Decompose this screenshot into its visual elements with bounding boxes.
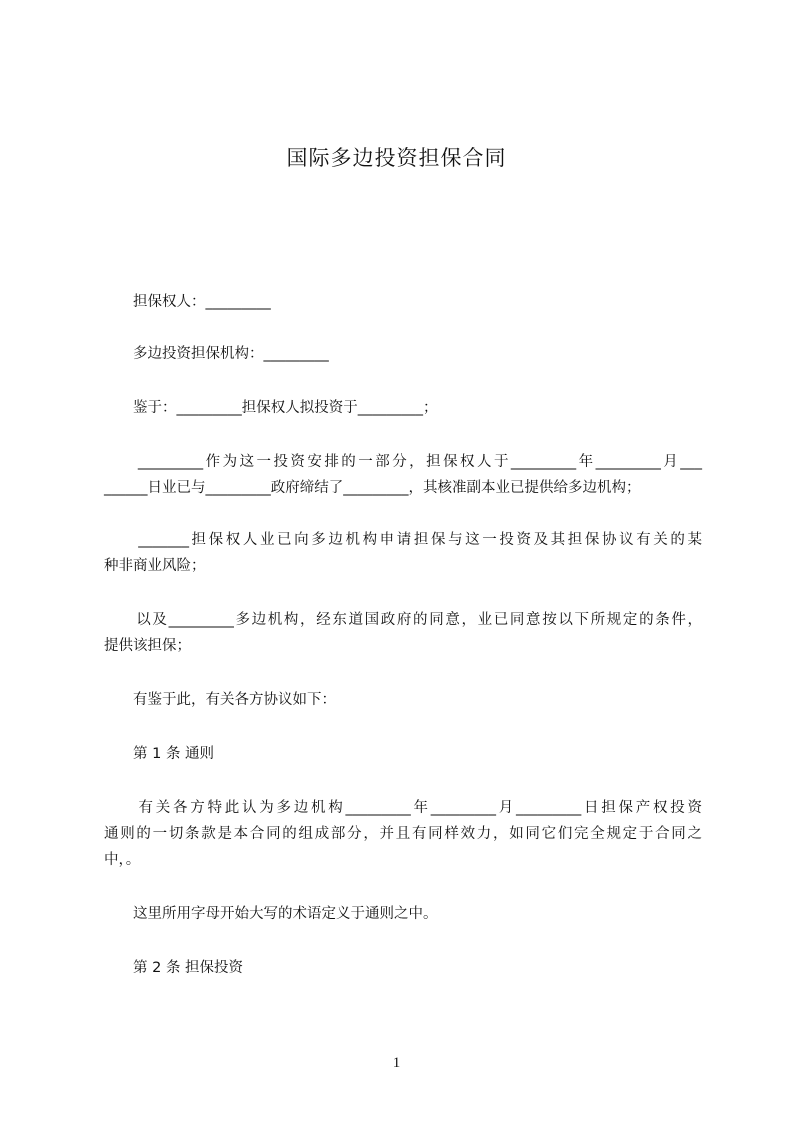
paragraph-line: 以及_________多边机构，经东道国政府的同意，业已同意按以下所规定的条件， xyxy=(104,612,702,628)
section-heading: 第 1 条 通则 xyxy=(104,746,215,762)
paragraph-line: 种非商业风险； xyxy=(104,558,206,574)
paragraph-line: _______担保权人业已向多边机构申请担保与这一投资及其担保协议有关的某 xyxy=(104,532,702,548)
whereas-line: 鉴于：_________担保权人拟投资于_________； xyxy=(104,400,438,416)
miga-line: 多边投资担保机构：_________ xyxy=(104,346,329,362)
section-heading: 第 2 条 担保投资 xyxy=(104,960,244,976)
paragraph-line: 这里所用字母开始大写的术语定义于通则之中。 xyxy=(104,906,438,922)
paragraph-line: 提供该担保； xyxy=(104,638,191,654)
paragraph-line: 有鉴于此，有关各方协议如下： xyxy=(104,692,336,708)
paragraph-line: ______日业已与_________政府缔结了_________，其核准副本业已提供给多边机构； xyxy=(104,480,641,496)
document-title: 国际多边投资担保合同 xyxy=(286,146,507,170)
guarantee-holder-line: 担保权人：_________ xyxy=(104,294,271,310)
page-number: 1 xyxy=(392,1055,401,1071)
paragraph-line: _________作为这一投资安排的一部分，担保权人于_________年_________月___ xyxy=(104,454,702,470)
paragraph-line: 通则的一切条款是本合同的组成部分，并且有同样效力，如同它们完全规定于合同之 xyxy=(104,826,702,842)
paragraph-line: 中，。 xyxy=(104,852,141,868)
paragraph-line: 有关各方特此认为多边机构_________年_________月_________日担保产权投资 xyxy=(104,800,702,816)
